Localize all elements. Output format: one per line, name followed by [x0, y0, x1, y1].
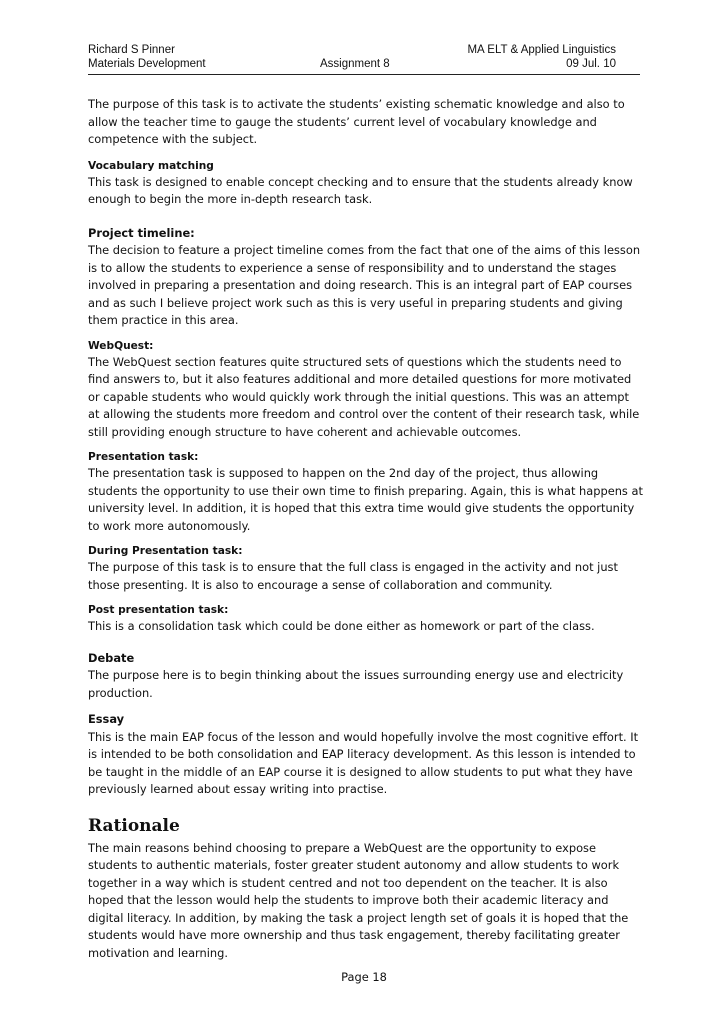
section-post-presentation-task [88, 603, 644, 636]
section-vocabulary-matching [88, 159, 644, 209]
header-author: Richard S Pinner [88, 44, 175, 56]
section-presentation-task [88, 450, 644, 535]
section-body: The decision to feature a project timeline comes from the fact that one of the aims of this lesson is to allow the students to experience a sense of responsibility and to understand the stages involved in preparing a presentation and doing research. This is an integral part of EAP courses and as such I believe project work such as this is very useful in preparing students and giving them practice in this area. [88, 243, 641, 327]
section-body: This is the main EAP focus of the lesson and would hopefully involve the most cognitive effort. It is intended to be both consolidation and EAP literacy development. As this lesson is intended to be taught in the middle of an EAP course it is designed to allow students to put what they have previously learned about essay writing into practise. [88, 729, 639, 796]
section-heading: Vocabulary matching [88, 159, 214, 172]
rationale-paragraph: The main reasons behind choosing to prepare a WebQuest are the opportunity to expose students to authentic materials, foster greater student autonomy and allow students to work together in a way which is student centred and not too dependent on the teacher. It is also hoped that the lesson would help the students to improve both their academic literacy and digital literacy. In addition, by making the task a project length set of goals it is hoped that the students would have more ownership and thus task engagement, thereby facilitating greater motivation and learning. [88, 840, 629, 960]
section-heading: During Presentation task: [88, 545, 243, 557]
section-heading: Presentation task: [88, 451, 199, 463]
section-during-presentation-task [88, 544, 644, 594]
section-heading: Debate [88, 650, 135, 665]
page-number: Page 18 [341, 970, 387, 984]
section-heading: Project timeline: [88, 225, 195, 240]
intro-paragraph: The purpose of this task is to activate the students’ existing schematic knowledge and also to allow the teacher time to gauge the students’ current level of vocabulary knowledge and competence with the subject. [88, 97, 625, 146]
section-project-timeline [88, 225, 644, 330]
section-heading: Essay [88, 712, 125, 726]
section-heading: WebQuest: [88, 339, 154, 352]
section-body: The purpose of this task is to ensure that the full class is engaged in the activity and not just those presenting. It is also to encourage a sense of collaboration and community. [88, 560, 618, 592]
body-content [88, 96, 644, 962]
section-heading: Post presentation task: [88, 604, 229, 616]
header-module: Materials Development [88, 58, 206, 70]
rationale-heading: Rationale [88, 815, 180, 836]
header-date: 09 Jul. 10 [566, 58, 616, 70]
header-rule [88, 74, 640, 75]
header-program: MA ELT & Applied Linguistics [467, 44, 616, 56]
section-essay [88, 711, 644, 799]
section-body: The presentation task is supposed to happen on the 2nd day of the project, thus allowing students the opportunity to use their own time to finish preparing. Again, this is what happens at university level. In addition, it is hoped that this extra time would give students the opportunity to work more autonomously. [88, 466, 643, 533]
section-body: This is a consolidation task which could be done either as homework or part of the class. [88, 619, 595, 633]
header-assignment: Assignment 8 [320, 58, 390, 70]
section-webquest [88, 339, 644, 442]
section-debate [88, 650, 644, 703]
section-body: This task is designed to enable concept checking and to ensure that the students already know enough to begin the more in-depth research task. [88, 174, 633, 206]
section-body: The purpose here is to begin thinking about the issues surrounding energy use and electricity production. [88, 668, 624, 700]
section-body: The WebQuest section features quite structured sets of questions which the students need to find answers to, but it also features additional and more detailed questions for more motivated or capable students who would quickly work through the initial questions. This was an attempt at allowing the students more freedom and control over the content of their research task, while still providing enough structure to have coherent and achievable outcomes. [88, 354, 640, 439]
